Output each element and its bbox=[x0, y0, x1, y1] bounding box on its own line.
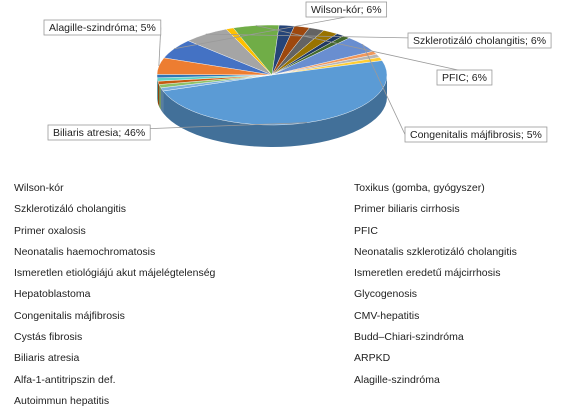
legend-item: PFIC bbox=[354, 221, 564, 242]
pie-side-autoimmun-hepatitis bbox=[159, 85, 161, 110]
data-label-text: PFIC; 6% bbox=[442, 72, 487, 84]
pie-chart bbox=[0, 0, 570, 178]
pie-side-toxikus-gomba-gyogyszer bbox=[158, 81, 159, 106]
data-label-text: Biliaris atresia; 46% bbox=[53, 127, 145, 139]
legend-item: Glycogenosis bbox=[354, 284, 564, 305]
legend-item: Primer oxalosis bbox=[14, 221, 354, 242]
legend-item: ARPKD bbox=[354, 348, 564, 369]
pie-side-primer-biliaris-cirrhosis bbox=[157, 78, 158, 103]
data-label-text: Wilson-kór; 6% bbox=[311, 4, 382, 16]
legend-item: Alfa-1-antitripszin def. bbox=[14, 370, 354, 391]
legend-item: Toxikus (gomba, gyógyszer) bbox=[354, 178, 564, 199]
data-label-text: Alagille-szindróma; 5% bbox=[49, 22, 156, 34]
legend-item: Alagille-szindróma bbox=[354, 370, 564, 391]
pie-top bbox=[157, 25, 387, 125]
data-label-text: Congenitalis májfibrosis; 5% bbox=[410, 129, 542, 141]
legend-item: Wilson-kór bbox=[14, 178, 354, 199]
legend-item: Ismeretlen eredetű májcirrhosis bbox=[354, 263, 564, 284]
legend-item: Neonatalis szklerotizáló cholangitis bbox=[354, 242, 564, 263]
pie-side-alfa-1-antitripszin-def bbox=[161, 88, 163, 113]
data-label-alagille-szindroma bbox=[44, 20, 161, 66]
legend-item: Cystás fibrosis bbox=[14, 327, 354, 348]
legend-item: Biliaris atresia bbox=[14, 348, 354, 369]
legend-item: Autoimmun hepatitis bbox=[14, 391, 354, 412]
legend-item: Budd–Chiari-szindróma bbox=[354, 327, 564, 348]
data-label-congenitalis-majfibrosis bbox=[363, 44, 547, 142]
legend-item: Ismeretlen etiológiájú akut májelégtelenség bbox=[14, 263, 354, 284]
legend-item: Szklerotizáló cholangitis bbox=[14, 199, 354, 220]
legend-item: Hepatoblastoma bbox=[14, 284, 354, 305]
data-label-text: Szklerotizáló cholangitis; 6% bbox=[413, 35, 546, 47]
legend bbox=[14, 178, 564, 412]
legend-item: Congenitalis májfibrosis bbox=[14, 306, 354, 327]
legend-item: Neonatalis haemochromatosis bbox=[14, 242, 354, 263]
legend-item: CMV-hepatitis bbox=[354, 306, 564, 327]
legend-item: Primer biliaris cirrhosis bbox=[354, 199, 564, 220]
